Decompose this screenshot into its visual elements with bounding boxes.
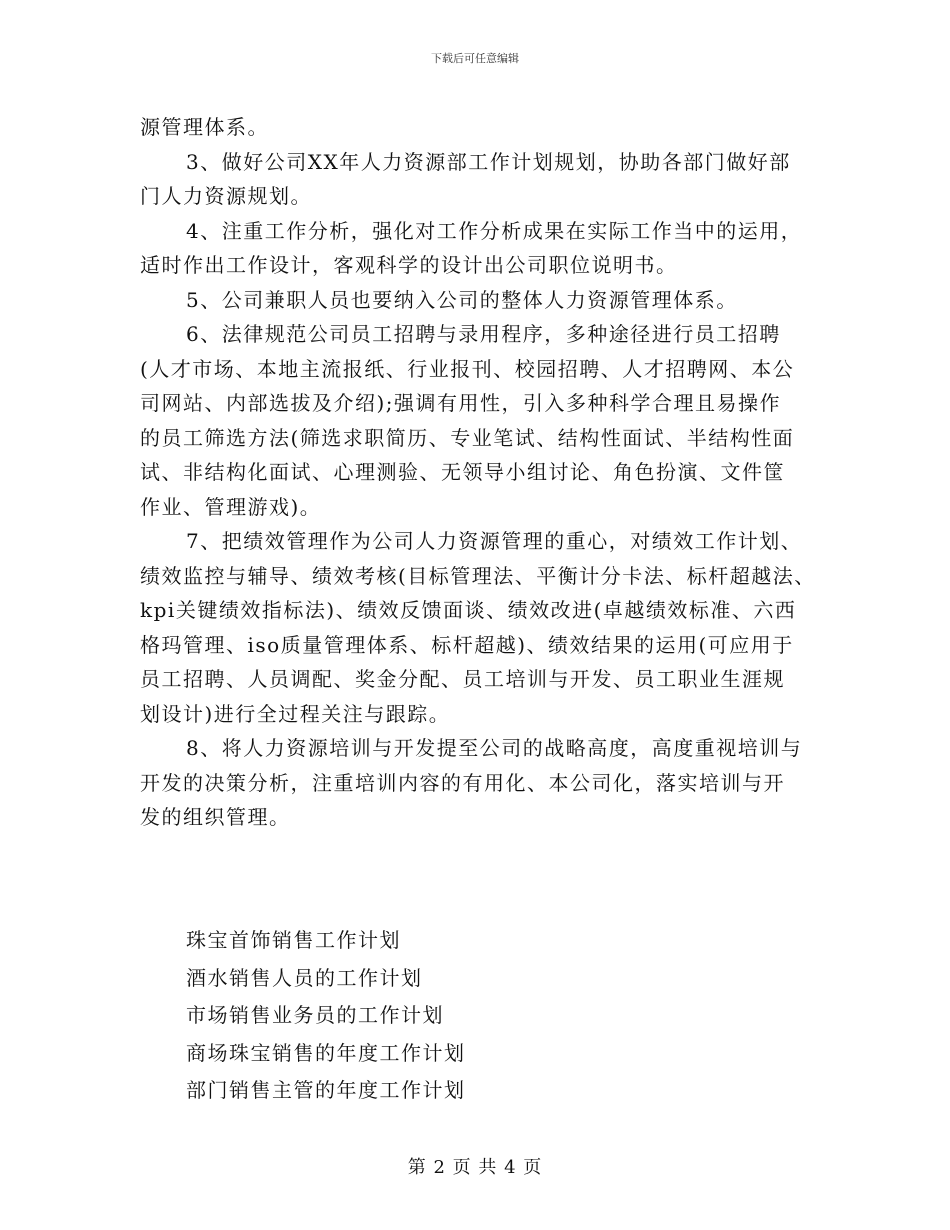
paragraph-item-6: 6、法律规范公司员工招聘与录用程序，多种途径进行员工招聘 (人才市场、本地主流报纸、行业报刊、校园招聘、人才招聘网、本公 司网站、内部选拔及介绍);强调有用性，引入多种科学合理且易操作 的员工筛选方法(筛选求职简历、专业笔试、结构性面试、半结构性面 试、非结构化面试、心理测验、无领导小组讨论、角色扮演、文件筐 作业、管理游戏)。 (140, 322, 795, 519)
paragraph-item-5: 5、公司兼职人员也要纳入公司的整体人力资源管理体系。 (186, 287, 738, 312)
paragraph-item-4: 4、注重工作分析，强化对工作分析成果在实际工作当中的运用， 适时作出工作设计，客观科学的设计出公司职位说明书。 (140, 218, 803, 277)
paragraph-item-3: 3、做好公司XX年人力资源部工作计划规划，协助各部门做好部 门人力资源规划。 (140, 149, 791, 208)
page-header-note: 下载后可任意编辑 (431, 52, 519, 65)
paragraph-item-8: 8、将人力资源培训与开发提至公司的战略高度，高度重视培训与 开发的决策分析，注重培训内容的有用化、本公司化，落实培训与开 发的组织管理。 (140, 736, 803, 829)
related-link[interactable]: 部门销售主管的年度工作计划 (186, 1078, 466, 1102)
paragraph-item-7: 7、把绩效管理作为公司人力资源管理的重心，对绩效工作计划、 绩效监控与辅导、绩效考核(目标管理法、平衡计分卡法、标杆超越法、 kpi关键绩效指标法)、绩效反馈面谈、绩效改进(卓越绩效标准、六西 格玛管理、iso质量管理体系、标杆超越)、绩效结果的运用(可应用于 员工招聘、人员调配、奖金分配、员工培训与开发、员工职业生涯规 划设计)进行全过程关注与跟踪。 (140, 529, 816, 726)
paragraph-continuation: 源管理体系。 (140, 115, 269, 139)
document-body (140, 110, 820, 835)
page-number: 第 2 页 共 4 页 (407, 1157, 543, 1178)
related-link[interactable]: 市场销售业务员的工作计划 (186, 1003, 444, 1027)
related-link[interactable]: 酒水销售人员的工作计划 (186, 965, 423, 990)
related-links-list (186, 922, 786, 1110)
related-link[interactable]: 珠宝首饰销售工作计划 (186, 928, 401, 952)
related-link[interactable]: 商场珠宝销售的年度工作计划 (186, 1040, 466, 1065)
